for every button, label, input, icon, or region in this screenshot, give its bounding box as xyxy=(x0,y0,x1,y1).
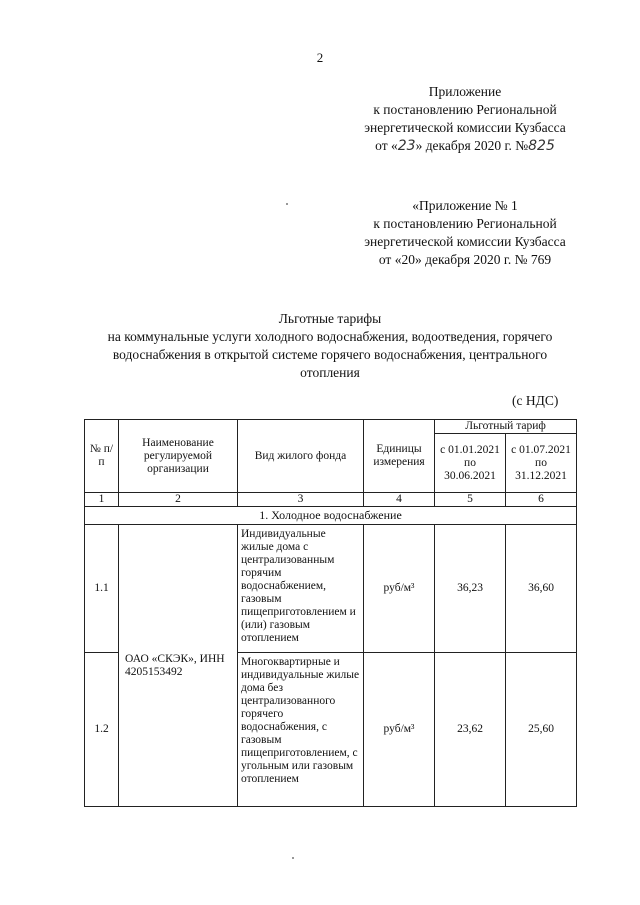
date-prefix: от « xyxy=(375,138,398,153)
organization-cell xyxy=(119,525,238,807)
new-appendix-date xyxy=(335,137,595,155)
title-line-2: на коммунальные услуги холодного водоснабжения, водоотведения, горячего xyxy=(107,329,553,344)
page-number: 2 xyxy=(316,50,324,65)
original-appendix-title: «Приложение № 1 xyxy=(412,198,518,213)
handwritten-number: 825 xyxy=(528,138,555,154)
header-number: № п/п xyxy=(85,420,119,493)
section-row xyxy=(85,507,577,525)
new-appendix-title: Приложение xyxy=(428,84,502,99)
tariff-table xyxy=(84,419,577,807)
value-period-2: 36,60 xyxy=(506,525,577,653)
column-number: 1 xyxy=(85,493,119,507)
original-appendix-block xyxy=(330,197,600,269)
title-line-4: отопления xyxy=(300,365,360,380)
new-appendix-resolution: к постановлению Региональной xyxy=(373,102,557,117)
table-row xyxy=(85,525,577,653)
column-number-row xyxy=(85,493,577,507)
row-number: 1.2 xyxy=(85,653,119,807)
original-appendix-commission: энергетической комиссии Кузбасса xyxy=(364,234,566,249)
handwritten-day: 23 xyxy=(397,138,416,154)
housing-type-cell: Многоквартирные и индивидуальные жилые дома без централизованного горячего водоснабжения, с газовым пищеприготовлением, с угольным или газовым отоплением xyxy=(238,653,364,807)
original-appendix-resolution: к постановлению Региональной xyxy=(373,216,557,231)
title-line-3: водоснабжения в открытой системе горячего водоснабжения, центрального xyxy=(112,347,548,362)
value-period-1: 36,23 xyxy=(435,525,506,653)
header-organization: Наименование регулируемой организации xyxy=(119,420,238,493)
header-housing-type: Вид жилого фонда xyxy=(238,420,364,493)
header-period-1: с 01.01.2021 по 30.06.2021 xyxy=(435,434,506,493)
unit-cell: руб/м³ xyxy=(364,525,435,653)
column-number: 3 xyxy=(238,493,364,507)
scan-speck xyxy=(292,857,294,859)
column-number: 6 xyxy=(506,493,577,507)
header-tariff-group: Льготный тариф xyxy=(435,420,577,434)
value-period-2: 25,60 xyxy=(506,653,577,807)
column-number: 5 xyxy=(435,493,506,507)
header-period-2: с 01.07.2021 по 31.12.2021 xyxy=(506,434,577,493)
unit-cell: руб/м³ xyxy=(364,653,435,807)
header-row-1 xyxy=(85,420,577,434)
title-line-1: Льготные тарифы xyxy=(278,311,382,326)
vat-note: (с НДС) xyxy=(512,393,559,408)
new-appendix-block xyxy=(335,83,595,155)
organization-name: ОАО «СКЭК», ИНН 4205153492 xyxy=(125,652,225,678)
housing-type-cell: Индивидуальные жилые дома с централизованным горячим водоснабжением, газовым пищеприготовлением и (или) газовым отоплением xyxy=(238,525,364,653)
value-period-1: 23,62 xyxy=(435,653,506,807)
row-number: 1.1 xyxy=(85,525,119,653)
scan-speck xyxy=(286,203,288,205)
original-appendix-date: от «20» декабря 2020 г. № 769 xyxy=(378,252,552,267)
date-middle: » декабря 2020 г. № xyxy=(415,138,529,153)
document-title xyxy=(60,310,600,382)
new-appendix-commission: энергетической комиссии Кузбасса xyxy=(364,120,566,135)
column-number: 2 xyxy=(119,493,238,507)
column-number: 4 xyxy=(364,493,435,507)
header-unit: Единицы измерения xyxy=(364,420,435,493)
section-title: 1. Холодное водоснабжение xyxy=(85,507,577,525)
